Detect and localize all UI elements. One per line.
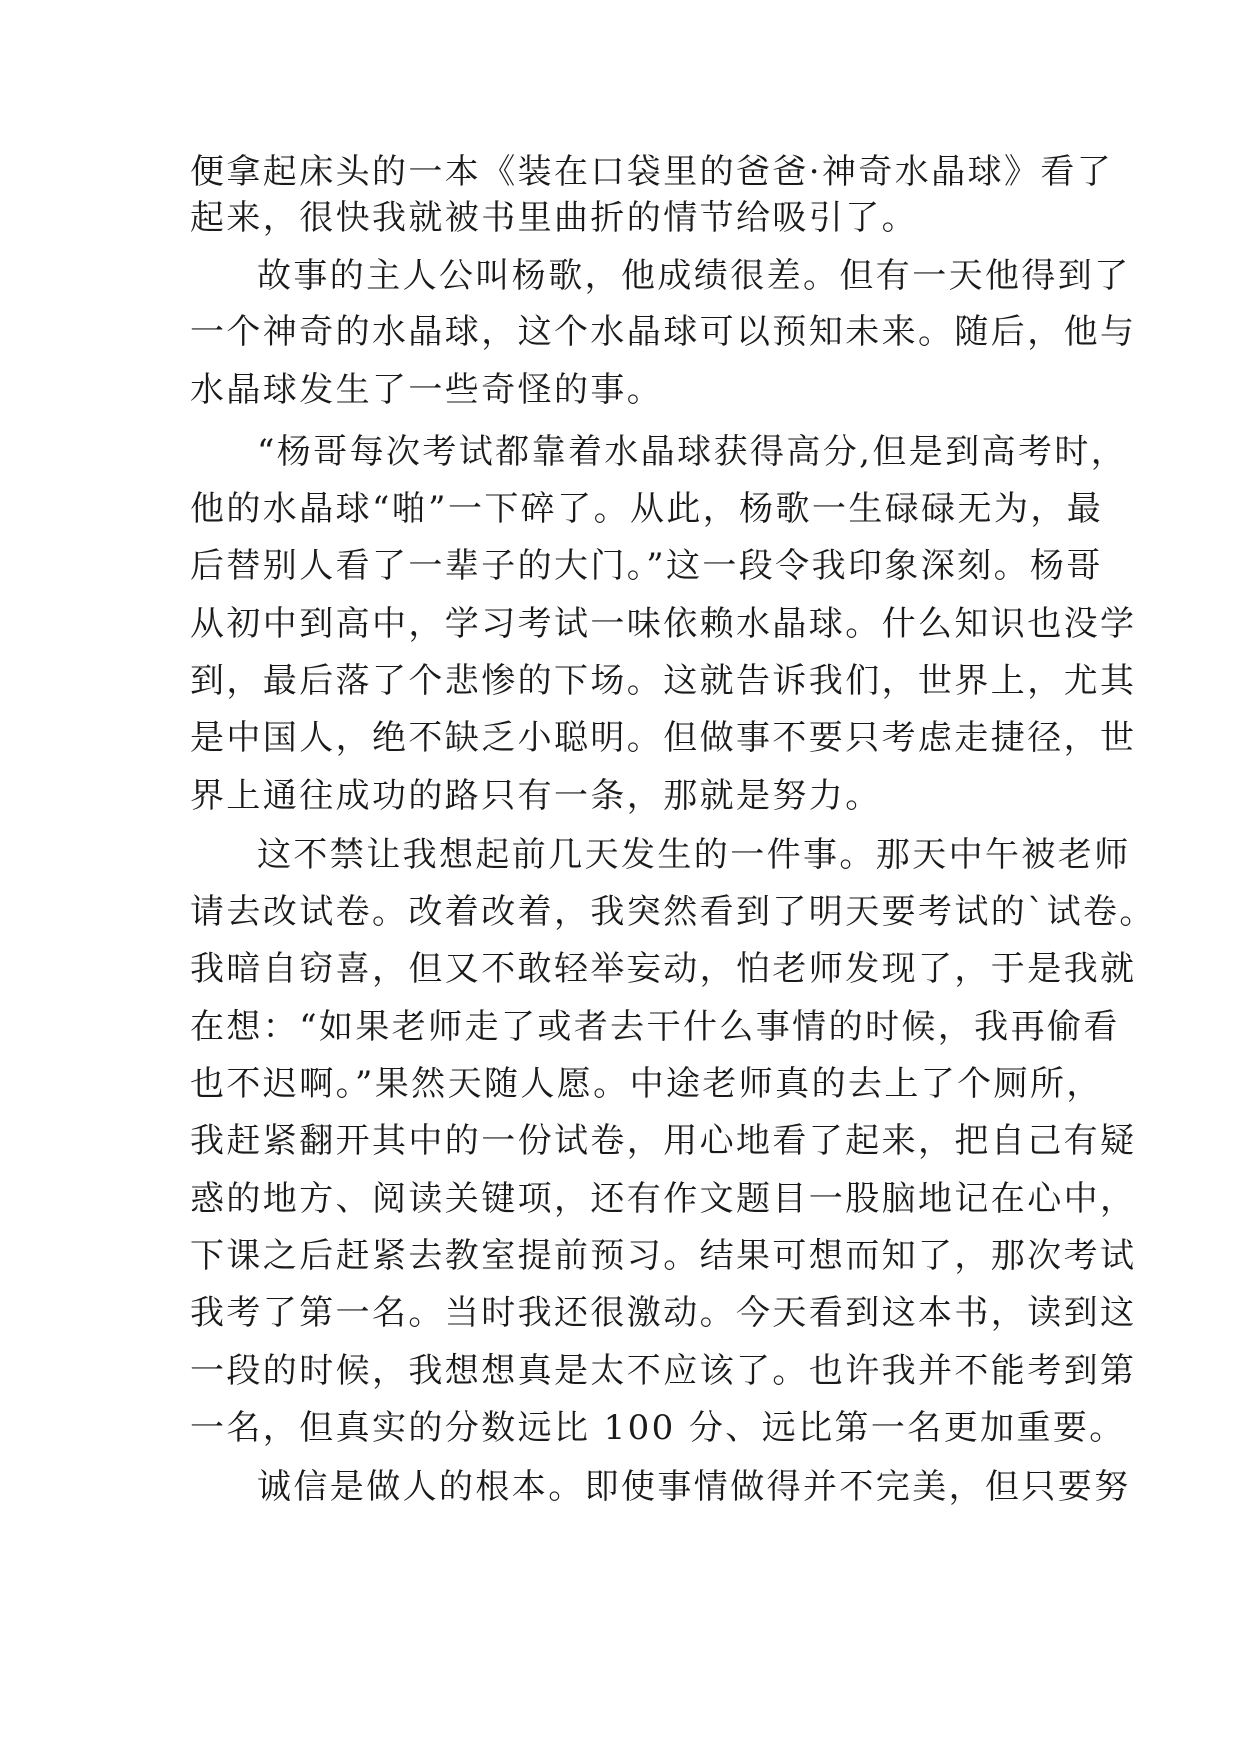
text-line: 他的水晶球“啪”一下碎了。从此，杨歌一生碌碌无为，最 <box>190 489 1104 529</box>
text-line: 界上通往成功的路只有一条，那就是努力。 <box>190 776 882 816</box>
text-line: 惑的地方、阅读关键项，还有作文题目一股脑地记在心中， <box>190 1179 1137 1219</box>
text-line: 到，最后落了个悲惨的下场。这就告诉我们，世界上，尤其 <box>190 661 1137 701</box>
text-line: 一段的时候，我想想真是太不应该了。也许我并不能考到第 <box>190 1351 1137 1391</box>
paragraph-start-line: 诚信是做人的根本。即使事情做得并不完美，但只要努 <box>257 1467 1131 1507</box>
text-line: 我考了第一名。当时我还很激动。今天看到这本书，读到这 <box>190 1293 1137 1333</box>
paragraph-start-line: 这不禁让我想起前几天发生的一件事。那天中午被老师 <box>257 835 1131 875</box>
text-line: 后替别人看了一辈子的大门。”这一段令我印象深刻。杨哥 <box>190 546 1103 586</box>
text-line: 我暗自窃喜，但又不敢轻举妄动，怕老师发现了，于是我就 <box>190 949 1137 989</box>
text-line: 下课之后赶紧去教室提前预习。结果可想而知了，那次考试 <box>190 1236 1137 1276</box>
text-line: 请去改试卷。改着改着，我突然看到了明天要考试的`试卷。 <box>190 892 1156 932</box>
text-line: 一个神奇的水晶球，这个水晶球可以预知未来。随后，他与 <box>190 312 1137 352</box>
text-line: 水晶球发生了一些奇怪的事。 <box>190 370 664 410</box>
text-line: 我赶紧翻开其中的一份试卷，用心地看了起来，把自己有疑 <box>190 1121 1137 1161</box>
text-line: 起来，很快我就被书里曲折的情节给吸引了。 <box>190 198 918 238</box>
text-line: 是中国人，绝不缺乏小聪明。但做事不要只考虑走捷径，世 <box>190 718 1137 758</box>
text-line: 便拿起床头的一本《装在口袋里的爸爸·神奇水晶球》看了 <box>190 152 1114 192</box>
paragraph-start-line: “杨哥每次考试都靠着水晶球获得高分,但是到高考时， <box>257 432 1128 472</box>
paragraph-start-line: 故事的主人公叫杨歌，他成绩很差。但有一天他得到了 <box>257 256 1131 296</box>
text-line: 也不迟啊。”果然天随人愿。中途老师真的去上了个厕所， <box>190 1064 1103 1104</box>
text-line: 一名，但真实的分数远比 100 分、远比第一名更加重要。 <box>190 1408 1126 1448</box>
text-line: 在想：“如果老师走了或者去干什么事情的时候，我再偷看 <box>190 1007 1120 1047</box>
text-line: 从初中到高中，学习考试一味依赖水晶球。什么知识也没学 <box>190 604 1137 644</box>
